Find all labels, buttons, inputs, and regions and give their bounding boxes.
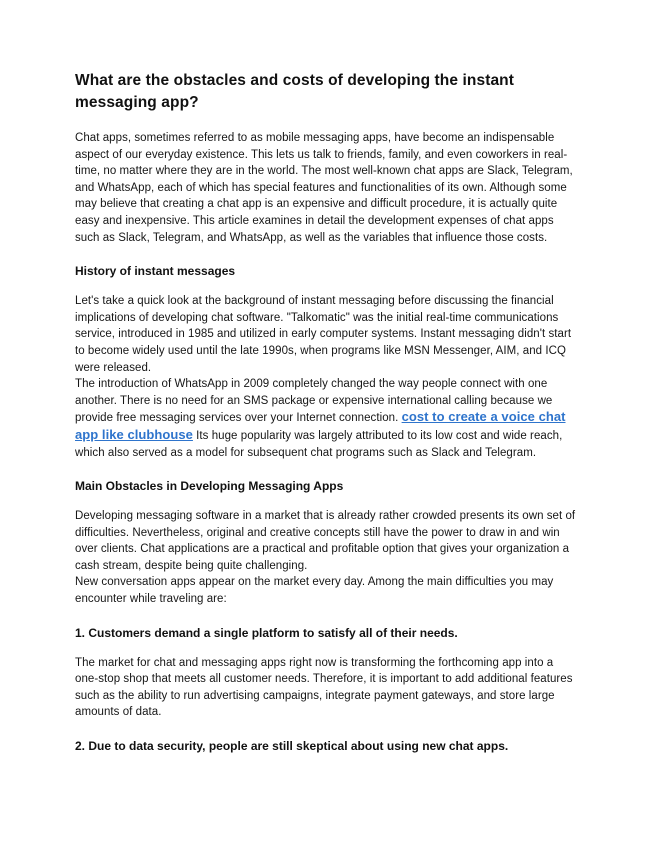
- history-heading: History of instant messages: [75, 264, 236, 279]
- obstacles-paragraph-2: New conversation apps appear on the market every day. Among the main difficulties you may encounter while traveling are:: [75, 576, 554, 606]
- obstacles-paragraph-1: Developing messaging software in a market that is already rather crowded presents its own set of difficulties. Nevertheless, original and creative concepts still have the power to draw in and win over clients. Chat applications are a practical and profitable option that gives your organization a cash stream, despite being quite challenging.: [75, 510, 576, 572]
- obstacle-2-heading: 2. Due to data security, people are still skeptical about using new chat apps.: [75, 739, 509, 754]
- history-paragraph-1: Let's take a quick look at the background of instant messaging before discussing the financial implications of developing chat software. "Talkomatic" was the initial real-time communications service, introduced in 1985 and utilized in early computer systems. Instant messaging didn't start to become widely used until the late 1990s, when programs like MSN Messenger, AIM, and ICQ were released.: [75, 295, 572, 374]
- obstacle-1-heading: 1. Customers demand a single platform to satisfy all of their needs.: [75, 625, 458, 640]
- obstacles-heading: Main Obstacles in Developing Messaging Apps: [75, 479, 344, 494]
- document-title: What are the obstacles and costs of developing the instant messaging app?: [75, 72, 515, 111]
- history-paragraph-2-lead: The introduction of WhatsApp in 2009 completely changed the way people connect with one another. There is no need for an SMS package or expensive international calling because we provide free messaging services over your Internet connection.: [75, 378, 553, 425]
- history-paragraph-2: [75, 376, 576, 461]
- clubhouse-cost-link[interactable]: cost to create a voice chat app like clubhouse: [75, 409, 566, 442]
- history-paragraph-2-trail: Its huge popularity was largely attributed to its low cost and wide reach, which also served as a model for subsequent chat programs such as Slack and Telegram.: [75, 429, 563, 459]
- obstacle-1-paragraph: The market for chat and messaging apps right now is transforming the forthcoming app into a one-stop shop that meets all customer needs. Therefore, it is important to add additional features such as the ability to run advertising campaigns, integrate payment gateways, and store large amounts of data.: [75, 656, 573, 719]
- intro-paragraph: Chat apps, sometimes referred to as mobile messaging apps, have become an indispensable aspect of our everyday existence. This lets us talk to friends, family, and even coworkers in real-time, no matter where they are in the world. The most well-known chat apps are Slack, Telegram, and WhatsApp, each of which has special features and functionalities of its own. Although some may believe that creating a chat app is an expensive and difficult procedure, it is actually quite easy and inexpensive. This article examines in detail the development expenses of chat apps such as Slack, Telegram, and WhatsApp, as well as the variables that influence those costs.: [75, 132, 573, 244]
